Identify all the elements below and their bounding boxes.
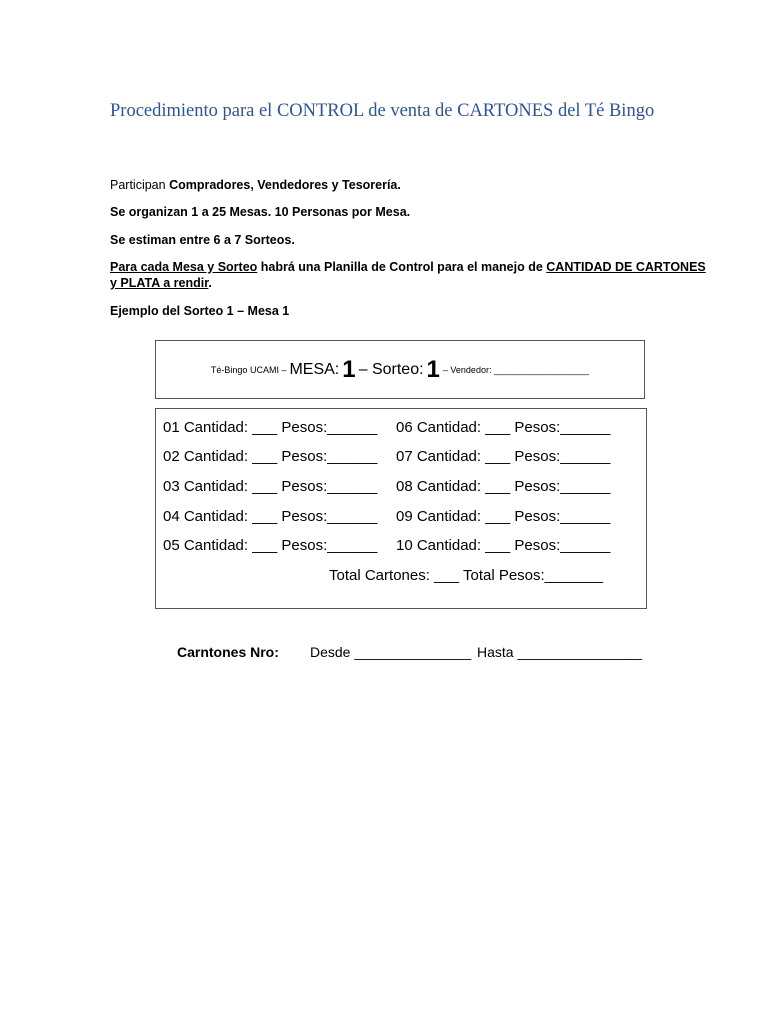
control-sheet-paragraph [110, 259, 710, 291]
form-row-04: 04 Cantidad: ___ Pesos:______ [163, 508, 378, 525]
period-text: . [208, 276, 212, 290]
form-header-box [155, 340, 645, 399]
form-row-01: 01 Cantidad: ___ Pesos:______ [163, 419, 378, 436]
per-table-draw-text: Para cada Mesa y Sorteo [110, 260, 258, 274]
document-title: Procedimiento para el CONTROL de venta de CARTONES del Té Bingo [110, 101, 655, 121]
form-row-07: 07 Cantidad: ___ Pesos:______ [396, 448, 611, 465]
form-row-05: 05 Cantidad: ___ Pesos:______ [163, 537, 378, 554]
cartones-hasta: Hasta ________________ [477, 644, 643, 660]
form-row-08: 08 Cantidad: ___ Pesos:______ [396, 478, 611, 495]
participants-list: Compradores, Vendedores y Tesorería. [169, 178, 401, 192]
form-row-10: 10 Cantidad: ___ Pesos:______ [396, 537, 611, 554]
header-prefix: Té-Bingo UCAMI – [210, 364, 287, 375]
participants-lead: Participan [110, 178, 170, 192]
cards-money-text: CANTIDAD DE CARTONES y PLATA a rendir [110, 260, 706, 290]
mesa-label: MESA: [289, 360, 340, 378]
organization-paragraph: Se organizan 1 a 25 Mesas. 10 Personas por Mesa. [110, 205, 411, 219]
sorteo-label: – Sorteo: [358, 360, 424, 378]
form-row-06: 06 Cantidad: ___ Pesos:______ [396, 419, 611, 436]
participants-paragraph [110, 177, 401, 193]
mesa-value: 1 [342, 355, 356, 383]
form-row-02: 02 Cantidad: ___ Pesos:______ [163, 448, 378, 465]
control-sheet-text: habrá una Planilla de Control para el manejo de [257, 260, 547, 274]
example-heading: Ejemplo del Sorteo 1 – Mesa 1 [110, 304, 290, 318]
form-total: Total Cartones: ___ Total Pesos:_______ [329, 567, 604, 584]
form-rows-box [155, 408, 647, 609]
cartones-label: Carntones Nro: [177, 644, 279, 660]
form-row-09: 09 Cantidad: ___ Pesos:______ [396, 508, 611, 525]
draws-paragraph: Se estiman entre 6 a 7 Sorteos. [110, 233, 295, 247]
cartones-desde: Desde _______________ [310, 644, 472, 660]
form-row-03: 03 Cantidad: ___ Pesos:______ [163, 478, 378, 495]
sorteo-value: 1 [426, 355, 440, 383]
vendedor-field: – Vendedor: ___________________ [442, 364, 590, 375]
